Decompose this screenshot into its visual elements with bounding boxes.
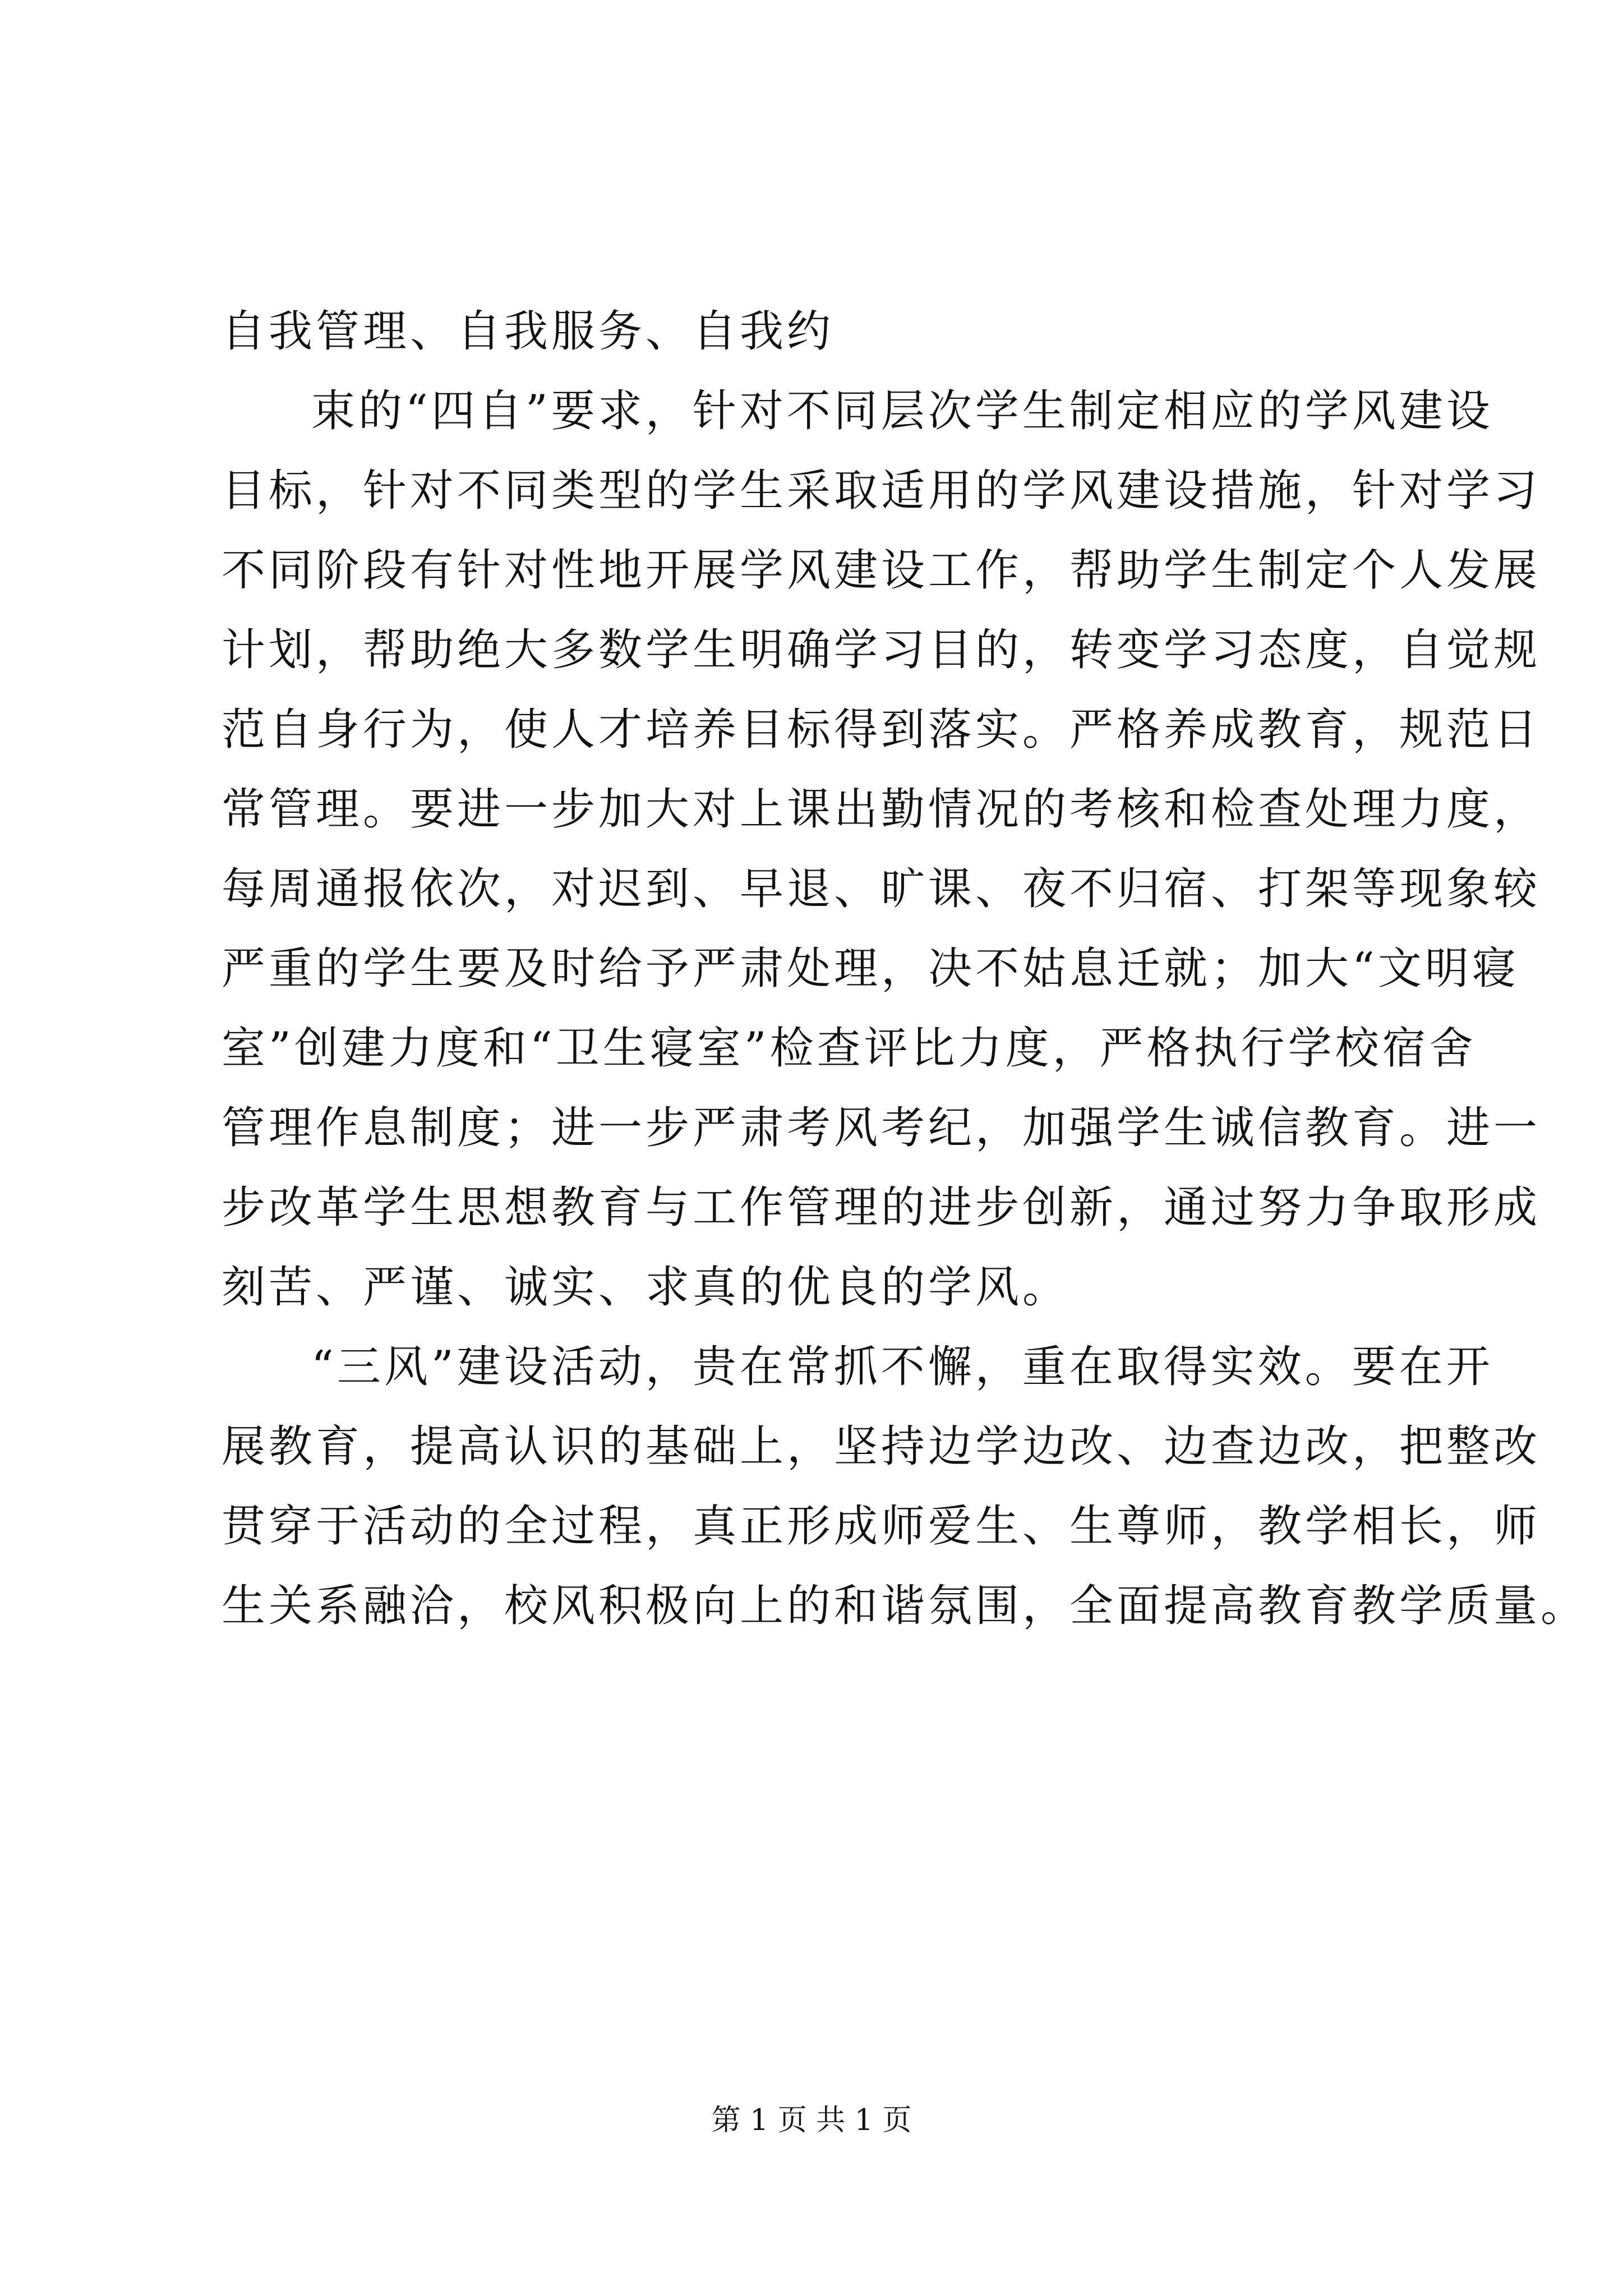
text-line: 计划，帮助绝大多数学生明确学习目的，转变学习态度，自觉规 <box>222 625 1541 675</box>
text-line: 室”创建力度和“卫生寝室”检查评比力度，严格执行学校宿舍 <box>222 1023 1477 1074</box>
text-line: 生关系融洽，校风积极向上的和谐氛围，全面提高教育教学质量。 <box>222 1581 1588 1631</box>
text-line: 刻苦、严谨、诚实、求真的优良的学风。 <box>222 1262 1070 1313</box>
text-line: 管理作息制度；进一步严肃考风考纪，加强学生诚信教育。进一 <box>222 1103 1541 1153</box>
document-body <box>222 292 1588 1646</box>
text-line: 严重的学生要及时给予严肃处理，决不姑息迁就；加大“文明寝 <box>222 944 1519 994</box>
text-line: 每周通报依次，对迟到、早退、旷课、夜不归宿、打架等现象较 <box>222 864 1541 914</box>
text-line: 贯穿于活动的全过程，真正形成师爱生、生尊师，教学相长，师 <box>222 1501 1541 1552</box>
text-line: 常管理。要进一步加大对上课出勤情况的考核和检查处理力度， <box>222 784 1541 835</box>
text-line: “三风”建设活动，贵在常抓不懈，重在取得实效。要在开 <box>311 1342 1493 1392</box>
text-line: 范自身行为，使人才培养目标得到落实。严格养成教育，规范日 <box>222 705 1541 755</box>
text-line: 不同阶段有针对性地开展学风建设工作，帮助学生制定个人发展 <box>222 545 1541 596</box>
text-line: 自我管理、自我服务、自我约 <box>222 306 834 357</box>
text-line: 展教育，提高认识的基础上，坚持边学边改、边查边改，把整改 <box>222 1421 1541 1472</box>
page-footer: 第 1 页 共 1 页 <box>711 2104 912 2137</box>
text-line: 目标，针对不同类型的学生采取适用的学风建设措施，针对学习 <box>222 466 1541 516</box>
text-line: 步改革学生思想教育与工作管理的进步创新，通过努力争取形成 <box>222 1182 1541 1233</box>
text-line: 束的“四自”要求，针对不同层次学生制定相应的学风建设 <box>311 386 1493 436</box>
